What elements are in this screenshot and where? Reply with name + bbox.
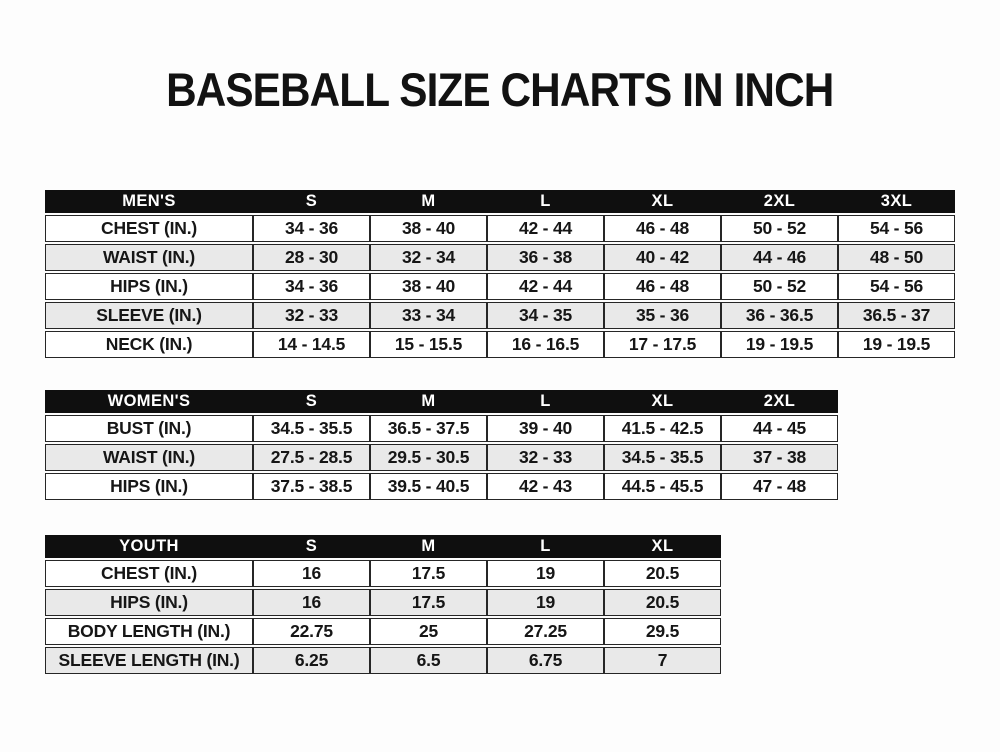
size-value-cell: 16: [253, 589, 370, 616]
size-value-cell: 42 - 44: [487, 215, 604, 242]
size-value-cell: 42 - 44: [487, 273, 604, 300]
size-value-cell: 39 - 40: [487, 415, 604, 442]
size-value-cell: 28 - 30: [253, 244, 370, 271]
size-value-cell: 17 - 17.5: [604, 331, 721, 358]
size-value-cell: 29.5 - 30.5: [370, 444, 487, 471]
size-value-cell: 54 - 56: [838, 273, 955, 300]
column-header-s: S: [253, 535, 370, 558]
size-value-cell: 17.5: [370, 560, 487, 587]
size-value-cell: 27.5 - 28.5: [253, 444, 370, 471]
size-value-cell: 39.5 - 40.5: [370, 473, 487, 500]
column-header-2xl: 2XL: [721, 190, 838, 213]
youth-group-header: YOUTH: [45, 535, 253, 558]
table-row: [45, 618, 721, 645]
size-value-cell: 54 - 56: [838, 215, 955, 242]
size-value-cell: 15 - 15.5: [370, 331, 487, 358]
row-label: HIPS (IN.): [45, 589, 253, 616]
size-value-cell: 38 - 40: [370, 215, 487, 242]
size-value-cell: 36 - 38: [487, 244, 604, 271]
size-value-cell: 46 - 48: [604, 215, 721, 242]
size-value-cell: 44.5 - 45.5: [604, 473, 721, 500]
size-value-cell: 34.5 - 35.5: [604, 444, 721, 471]
size-value-cell: 19: [487, 560, 604, 587]
table-row: [45, 273, 955, 300]
row-label: WAIST (IN.): [45, 244, 253, 271]
size-value-cell: 6.25: [253, 647, 370, 674]
size-value-cell: 50 - 52: [721, 273, 838, 300]
size-value-cell: 42 - 43: [487, 473, 604, 500]
size-value-cell: 19 - 19.5: [721, 331, 838, 358]
size-value-cell: 46 - 48: [604, 273, 721, 300]
size-value-cell: 20.5: [604, 589, 721, 616]
row-label: SLEEVE (IN.): [45, 302, 253, 329]
size-value-cell: 33 - 34: [370, 302, 487, 329]
size-value-cell: 44 - 46: [721, 244, 838, 271]
table-row: [45, 331, 955, 358]
size-value-cell: 35 - 36: [604, 302, 721, 329]
table-row: [45, 589, 721, 616]
size-value-cell: 40 - 42: [604, 244, 721, 271]
size-value-cell: 36.5 - 37.5: [370, 415, 487, 442]
column-header-m: M: [370, 190, 487, 213]
column-header-xl: XL: [604, 390, 721, 413]
column-header-xl: XL: [604, 535, 721, 558]
row-label: NECK (IN.): [45, 331, 253, 358]
size-value-cell: 17.5: [370, 589, 487, 616]
size-value-cell: 44 - 45: [721, 415, 838, 442]
size-value-cell: 20.5: [604, 560, 721, 587]
size-value-cell: 32 - 34: [370, 244, 487, 271]
size-value-cell: 36 - 36.5: [721, 302, 838, 329]
mens-group-header: MEN'S: [45, 190, 253, 213]
mens-size-table: [45, 188, 955, 360]
page-title-text: BASEBALL SIZE CHARTS IN INCH: [166, 63, 834, 116]
column-header-2xl: 2XL: [721, 390, 838, 413]
size-value-cell: 32 - 33: [487, 444, 604, 471]
size-value-cell: 19: [487, 589, 604, 616]
row-label: BUST (IN.): [45, 415, 253, 442]
table-row: [45, 415, 838, 442]
size-value-cell: 36.5 - 37: [838, 302, 955, 329]
youth-header-row: [45, 535, 721, 558]
size-value-cell: 38 - 40: [370, 273, 487, 300]
page-title: [0, 64, 1000, 116]
table-row: [45, 302, 955, 329]
row-label: WAIST (IN.): [45, 444, 253, 471]
column-header-l: L: [487, 535, 604, 558]
size-value-cell: 37 - 38: [721, 444, 838, 471]
table-row: [45, 444, 838, 471]
row-label: BODY LENGTH (IN.): [45, 618, 253, 645]
size-value-cell: 14 - 14.5: [253, 331, 370, 358]
womens-size-table: [45, 388, 838, 502]
youth-size-table: [45, 533, 721, 676]
mens-header-row: [45, 190, 955, 213]
table-row: [45, 647, 721, 674]
row-label: HIPS (IN.): [45, 473, 253, 500]
size-value-cell: 29.5: [604, 618, 721, 645]
table-row: [45, 560, 721, 587]
size-value-cell: 25: [370, 618, 487, 645]
size-value-cell: 7: [604, 647, 721, 674]
size-value-cell: 37.5 - 38.5: [253, 473, 370, 500]
row-label: CHEST (IN.): [45, 560, 253, 587]
size-value-cell: 48 - 50: [838, 244, 955, 271]
column-header-xl: XL: [604, 190, 721, 213]
size-value-cell: 6.75: [487, 647, 604, 674]
womens-group-header: WOMEN'S: [45, 390, 253, 413]
womens-header-row: [45, 390, 838, 413]
size-value-cell: 34 - 36: [253, 215, 370, 242]
table-row: [45, 473, 838, 500]
table-row: [45, 244, 955, 271]
column-header-s: S: [253, 390, 370, 413]
size-value-cell: 34.5 - 35.5: [253, 415, 370, 442]
size-value-cell: 50 - 52: [721, 215, 838, 242]
table-row: [45, 215, 955, 242]
row-label: CHEST (IN.): [45, 215, 253, 242]
column-header-s: S: [253, 190, 370, 213]
column-header-3xl: 3XL: [838, 190, 955, 213]
size-value-cell: 27.25: [487, 618, 604, 645]
size-tables-container: [0, 188, 1000, 676]
column-header-m: M: [370, 390, 487, 413]
size-value-cell: 16: [253, 560, 370, 587]
size-value-cell: 34 - 36: [253, 273, 370, 300]
row-label: SLEEVE LENGTH (IN.): [45, 647, 253, 674]
column-header-l: L: [487, 190, 604, 213]
size-value-cell: 16 - 16.5: [487, 331, 604, 358]
size-value-cell: 22.75: [253, 618, 370, 645]
size-value-cell: 32 - 33: [253, 302, 370, 329]
size-value-cell: 41.5 - 42.5: [604, 415, 721, 442]
size-value-cell: 34 - 35: [487, 302, 604, 329]
column-header-l: L: [487, 390, 604, 413]
column-header-m: M: [370, 535, 487, 558]
size-value-cell: 19 - 19.5: [838, 331, 955, 358]
size-value-cell: 47 - 48: [721, 473, 838, 500]
size-value-cell: 6.5: [370, 647, 487, 674]
row-label: HIPS (IN.): [45, 273, 253, 300]
